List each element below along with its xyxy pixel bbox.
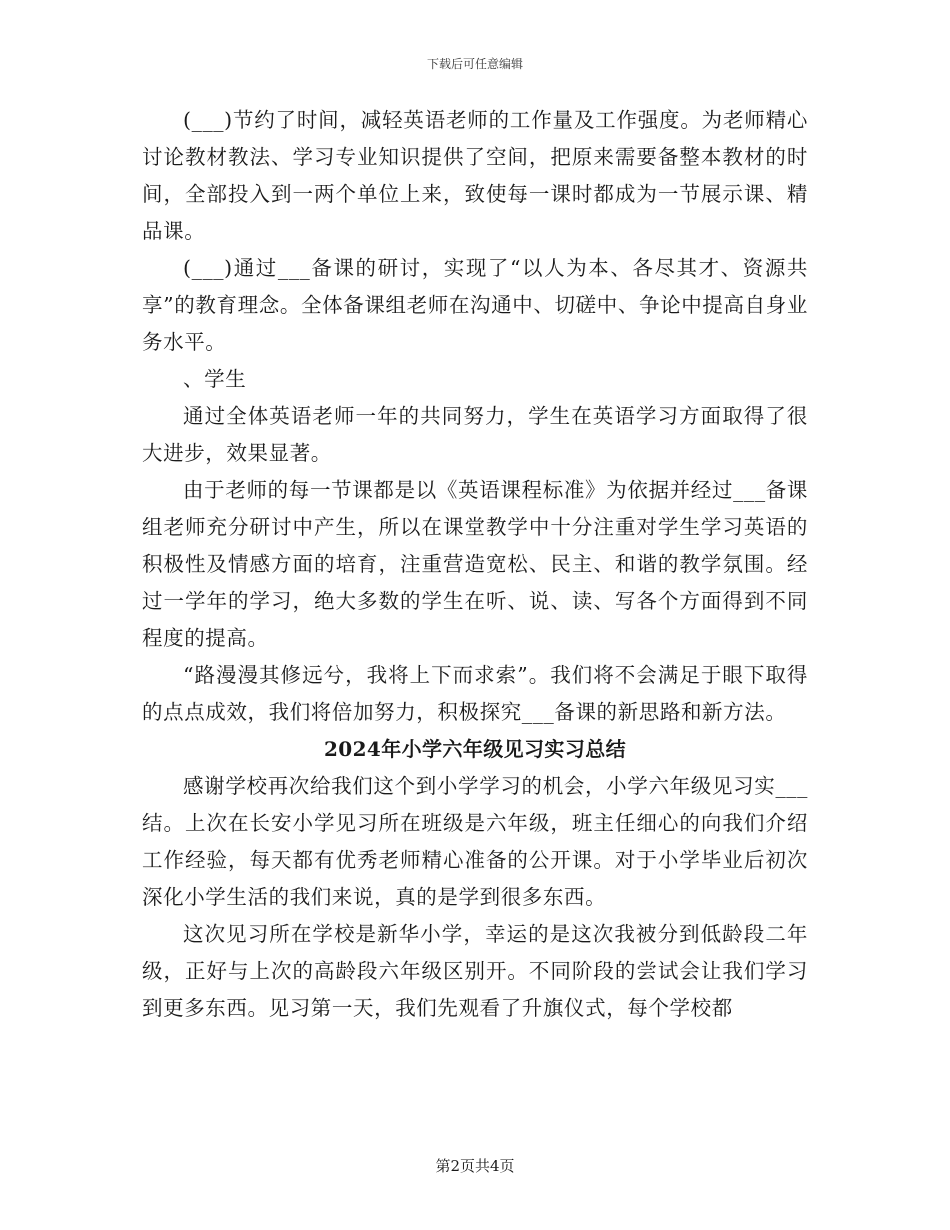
paragraph: 、学生	[183, 367, 247, 391]
paragraph: 由于老师的每一节课都是以《英语课程标准》为依据并经过___备课组老师充分研讨中产生，所以在课堂教学中十分注重对学生学习英语的积极性及情感方面的培育，注重营造宽松、民主、和谐的教学氛围。经过一学年的学习，绝大多数的学生在听、说、读、写各个方面得到不同程度的提高。	[142, 478, 808, 650]
paragraph: 通过全体英语老师一年的共同努力，学生在英语学习方面取得了很大进步，效果显著。	[142, 404, 808, 465]
paragraph: (___)通过___备课的研讨，实现了“以人为本、各尽其才、资源共享”的教育理念。全体备课组老师在沟通中、切磋中、争论中提高自身业务水平。	[142, 256, 808, 354]
header-note: 下载后可任意编辑	[426, 57, 523, 71]
section-title: 2024年小学六年级见习实习总结	[323, 737, 627, 761]
document-body	[142, 102, 808, 1027]
paragraph: 感谢学校再次给我们这个到小学学习的机会，小学六年级见习实___结。上次在长安小学见习所在班级是六年级，班主任细心的向我们介绍工作经验，每天都有优秀老师精心准备的公开课。对于小学毕业后初次深化小学生活的我们来说，真的是学到很多东西。	[142, 774, 808, 909]
paragraph: “路漫漫其修远兮，我将上下而求索”。我们将不会满足于眼下取得的点点成效，我们将倍加努力，积极探究___备课的新思路和新方法。	[142, 663, 808, 724]
paragraph: (___)节约了时间，减轻英语老师的工作量及工作强度。为老师精心讨论教材教法、学习专业知识提供了空间，把原来需要备整本教材的时间，全部投入到一两个单位上来，致使每一课时都成为一节展示课、精品课。	[142, 108, 808, 243]
page-number: 第2页共4页	[435, 1157, 515, 1175]
paragraph: 这次见习所在学校是新华小学，幸运的是这次我被分到低龄段二年级，正好与上次的高龄段六年级区别开。不同阶段的尝试会让我们学习到更多东西。见习第一天，我们先观看了升旗仪式，每个学校都	[142, 922, 808, 1020]
